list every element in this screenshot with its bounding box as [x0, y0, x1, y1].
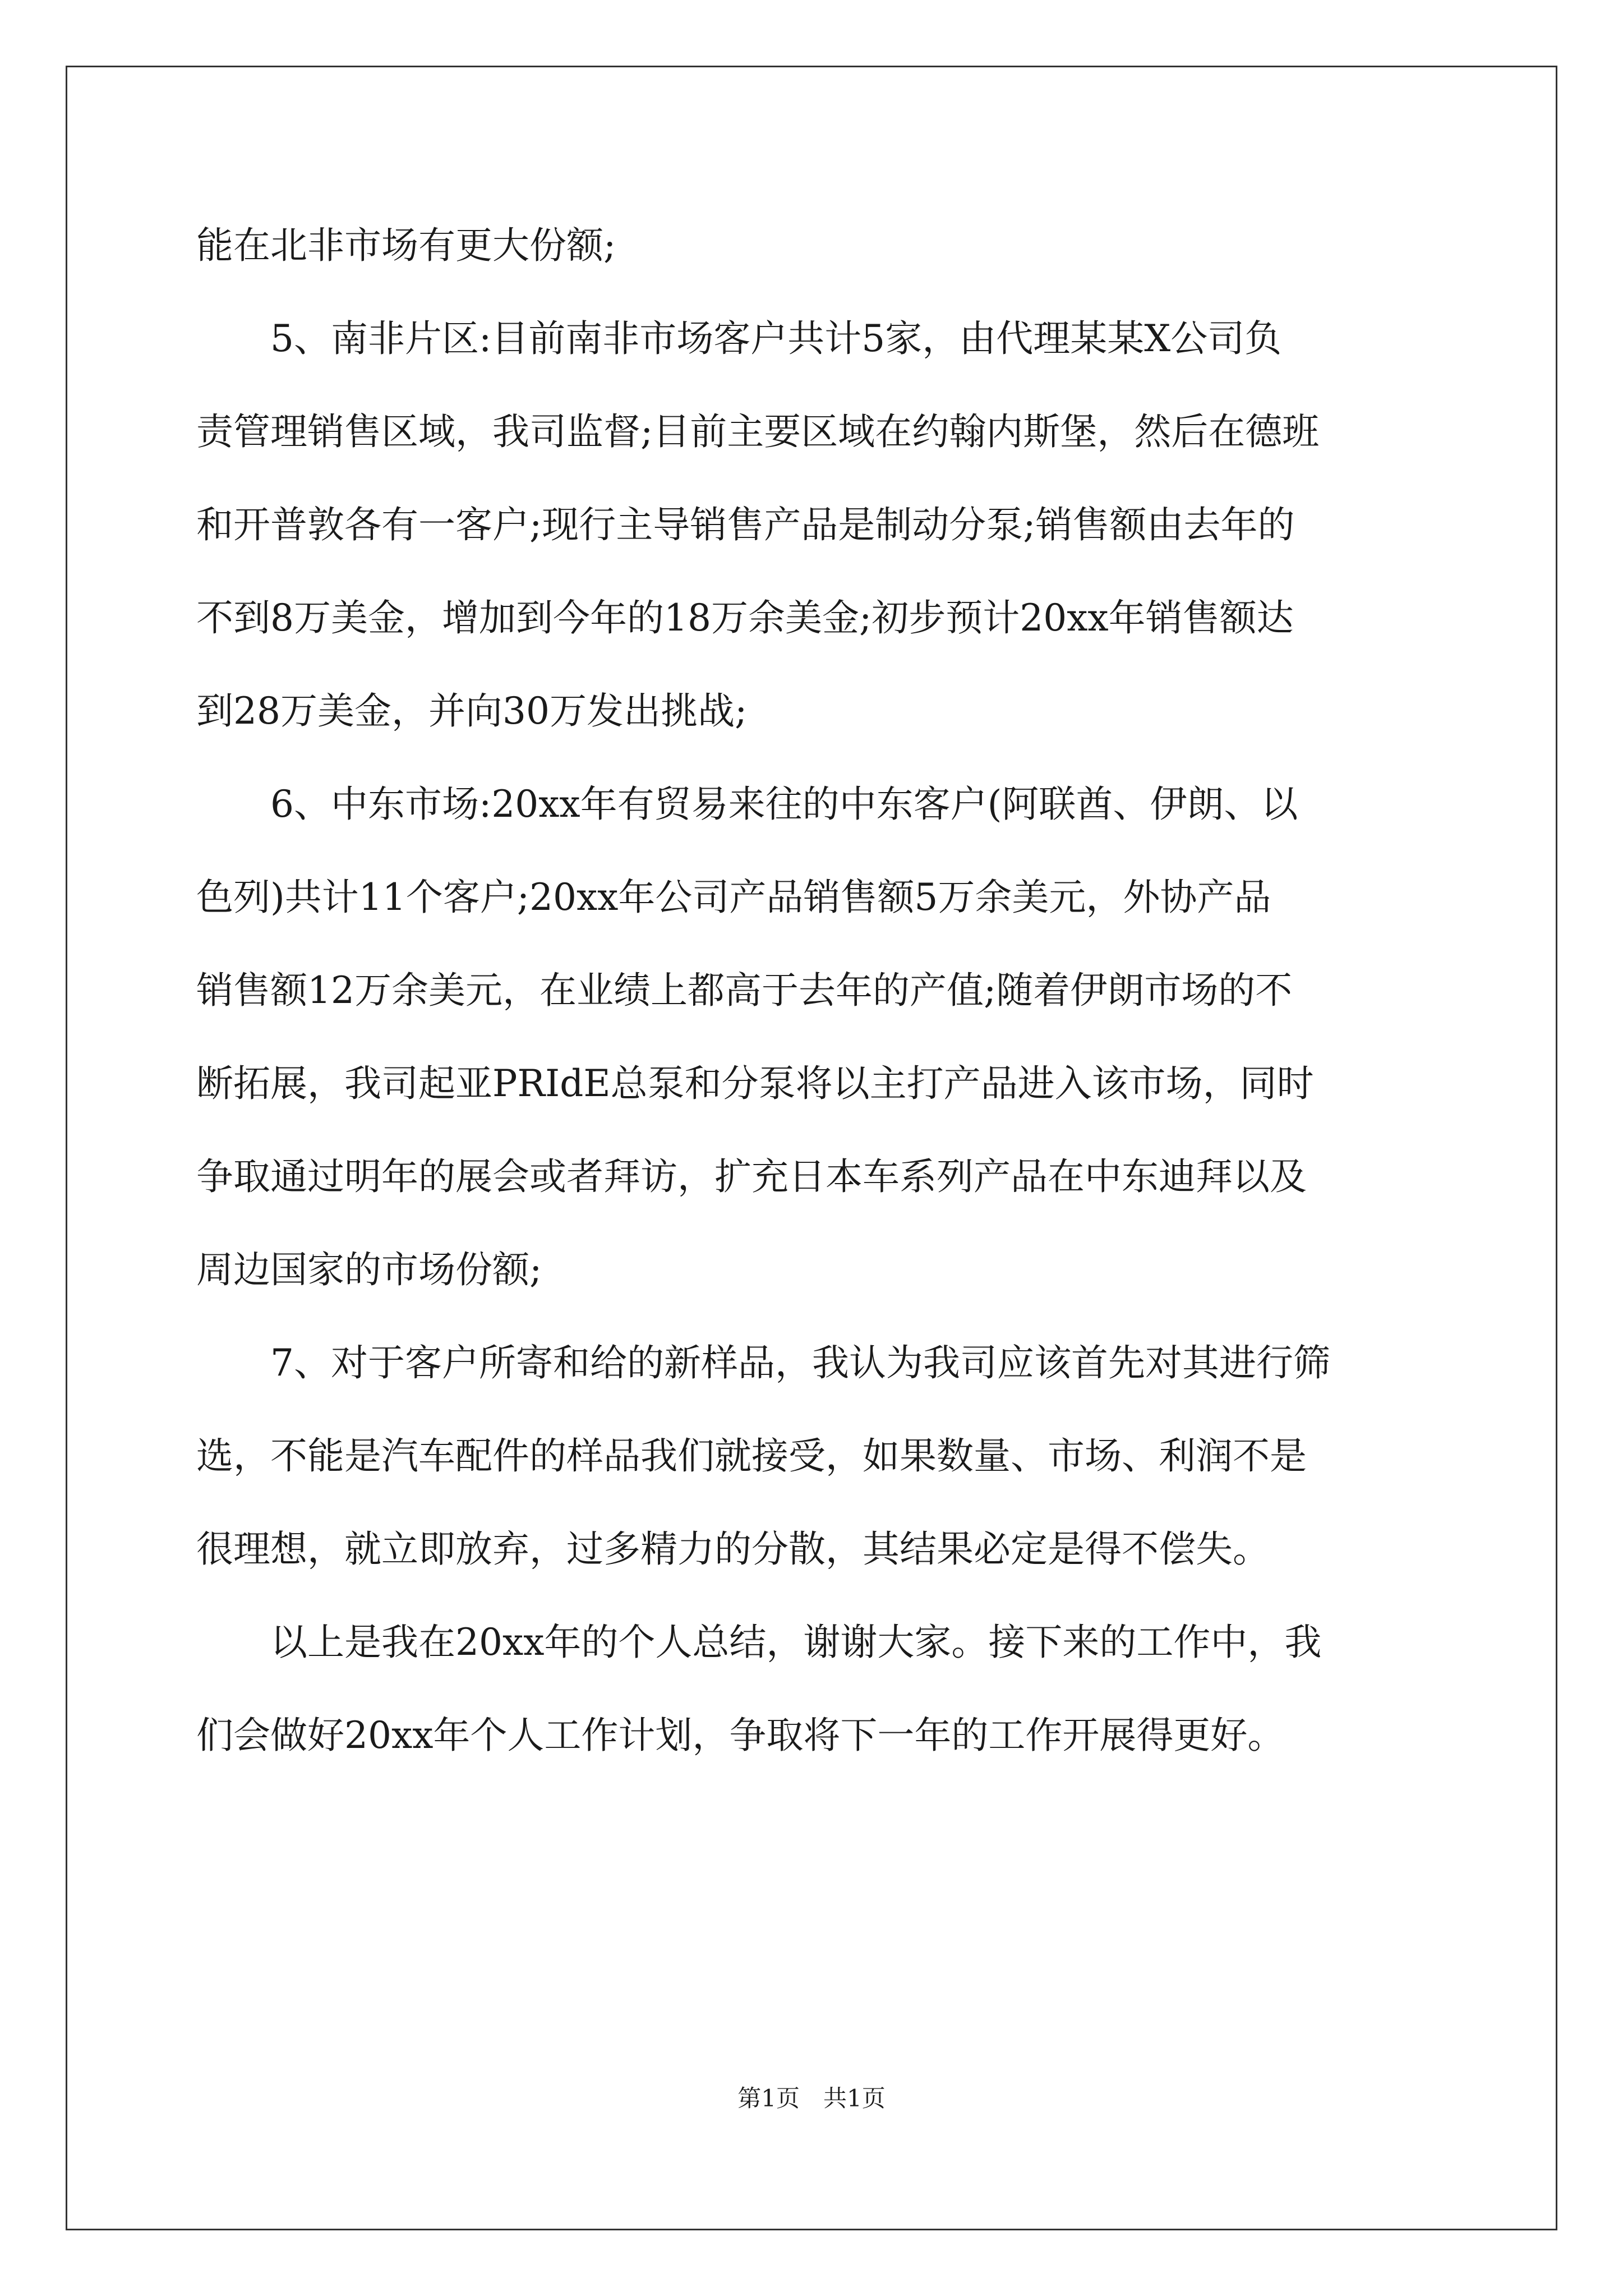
paragraph-middle-east: 6、中东市场:20xx年有贸易来往的中东客户(阿联酋、伊朗、以 色列)共计11个客户;20xx年公司产品销售额5万余美元，外协产品 销售额12万余美元，在业绩上都高于去年的产值;随着伊朗市场的不 断拓展，我司起亚PRIdE总泵和分泵将以主打产品进入该市场，同时 争取通过明年的展会或者拜访，扩充日本车系列产品在中东迪拜以及 周边国家的市场份额; [196, 783, 1314, 1291]
paragraph-conclusion: 以上是我在20xx年的个人总结，谢谢大家。接下来的工作中，我 们会做好20xx年个人工作计划，争取将下一年的工作开展得更好。 [196, 1621, 1322, 1757]
paragraph-continuation: 能在北非市场有更大份额; [196, 224, 616, 267]
document-body [196, 199, 1433, 1782]
paragraph-south-africa: 5、南非片区:目前南非市场客户共计5家，由代理某某X公司负 责管理销售区域，我司监督;目前主要区域在约翰内斯堡，然后在德班 和开普敦各有一客户;现行主导销售产品是制动分泵;销售额由去年的 不到8万美金，增加到今年的18万余美金;初步预计20xx年销售额达 到28万美金，并向30万发出挑战; [196, 317, 1320, 733]
paragraph-new-samples: 7、对于客户所寄和给的新样品，我认为我司应该首先对其进行筛 选，不能是汽车配件的样品我们就接受，如果数量、市场、利润不是 很理想，就立即放弃，过多精力的分散，其结果必定是得不偿失。 [196, 1341, 1330, 1571]
page-number-footer: 第1页 共1页 [737, 2085, 886, 2112]
